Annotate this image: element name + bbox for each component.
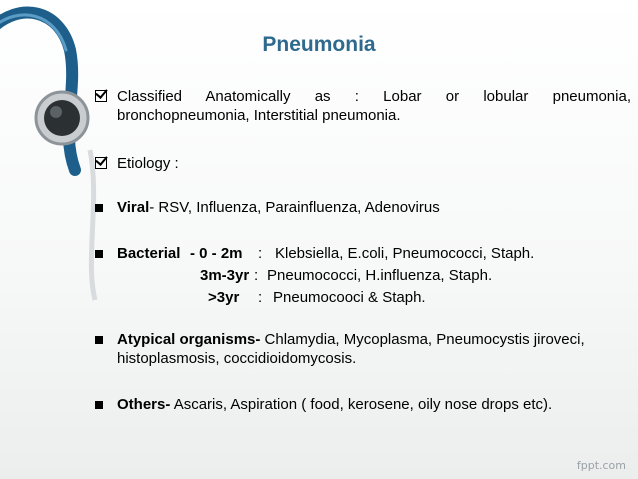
item-text: Etiology : xyxy=(117,155,179,172)
page-title: Pneumonia xyxy=(262,33,376,56)
age-range: >3yr xyxy=(208,289,240,306)
square-bullet-icon xyxy=(95,250,103,258)
separator: : xyxy=(254,267,259,284)
square-bullet-icon xyxy=(95,401,103,409)
item-text: Ascaris, Aspiration ( food, kerosene, oily nose drops etc). xyxy=(173,396,553,413)
square-bullet-icon xyxy=(95,204,103,212)
age-range: - 0 - 2m xyxy=(190,245,243,262)
organisms: Pneumococci, H.influenza, Staph. xyxy=(267,267,493,284)
separator: : xyxy=(258,289,263,306)
check-icon xyxy=(95,90,107,102)
separator: : xyxy=(258,245,263,262)
item-text: Classified Anatomically as : Lobar or lobular pneumonia, xyxy=(117,88,631,105)
item-label: Viral xyxy=(117,199,150,216)
item-label: Atypical organisms- xyxy=(117,331,261,348)
square-bullet-icon xyxy=(95,336,103,344)
age-range: 3m-3yr xyxy=(200,267,250,284)
item-text: - RSV, Influenza, Parainfluenza, Adenovirus xyxy=(149,199,440,216)
item-text-continued: bronchopneumonia, Interstitial pneumonia. xyxy=(117,107,401,124)
check-icon xyxy=(95,157,107,169)
item-label: Bacterial xyxy=(117,245,181,262)
organisms: Klebsiella, E.coli, Pneumococci, Staph. xyxy=(275,245,535,262)
item-text-continued: histoplasmosis, coccidioidomycosis. xyxy=(117,350,357,367)
organisms: Pneumocooci & Staph. xyxy=(273,289,426,306)
item-text: Chlamydia, Mycoplasma, Pneumocystis jiroveci, xyxy=(264,331,585,348)
item-label: Others- xyxy=(117,396,171,413)
footer-watermark: fppt.com xyxy=(576,459,626,472)
